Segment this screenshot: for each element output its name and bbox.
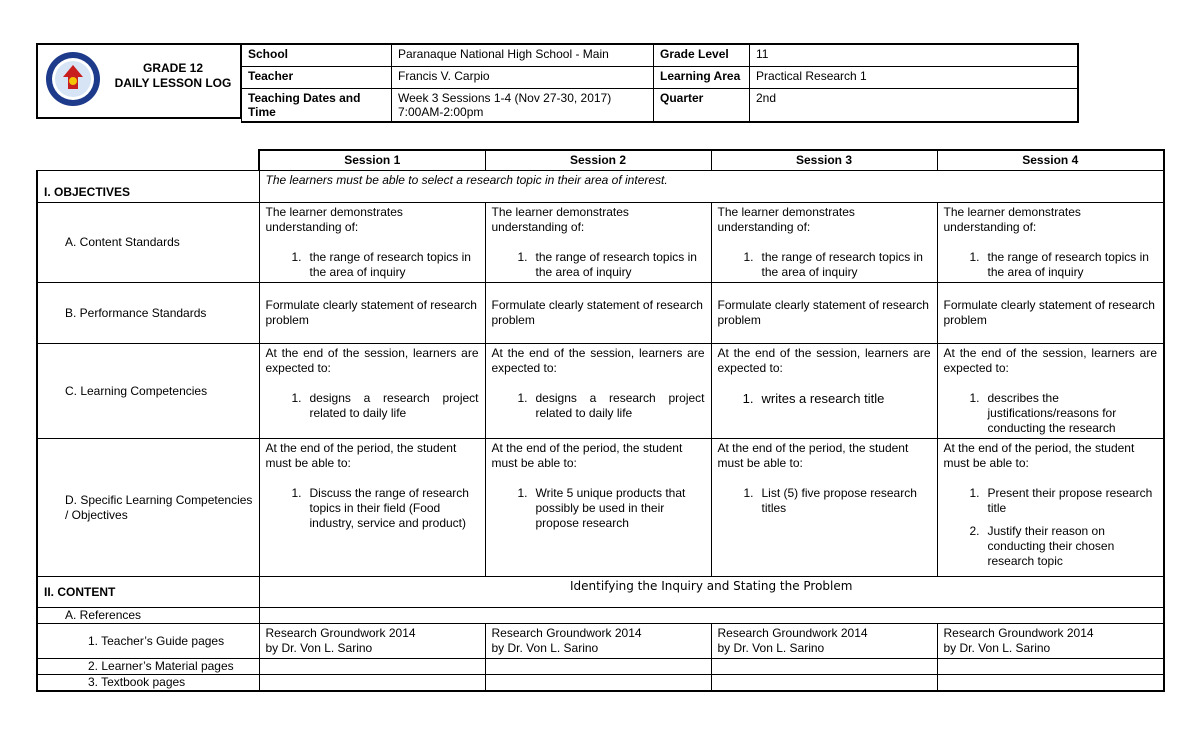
title-grade: GRADE 12 xyxy=(142,61,204,75)
teachers-guide-label: 1. Teacher’s Guide pages xyxy=(37,624,259,659)
specific-competencies-row xyxy=(37,439,1164,577)
blank-corner xyxy=(37,150,259,171)
content-standard-intro: The learner demonstrates understanding of: xyxy=(491,205,629,234)
performance-standards-label: B. Performance Standards xyxy=(37,283,259,344)
learners-material-s2 xyxy=(485,659,711,675)
learning-competency-s4 xyxy=(937,344,1164,439)
specific-competency-intro: At the end of the period, the student must be able to: xyxy=(491,441,683,470)
content-standard-s3 xyxy=(711,203,937,283)
learning-competency-s2 xyxy=(485,344,711,439)
list-number: 1. xyxy=(742,391,754,406)
session-2-header: Session 2 xyxy=(485,150,711,171)
teachers-guide-s3 xyxy=(711,624,937,659)
teachers-guide-title: Research Groundwork 2014 xyxy=(717,626,868,640)
performance-standard-s4: Formulate clearly statement of research problem xyxy=(937,283,1164,344)
teachers-guide-author: by Dr. Von L. Sarino xyxy=(717,641,825,655)
teachers-guide-author: by Dr. Von L. Sarino xyxy=(265,641,373,655)
objectives-row xyxy=(37,171,1164,203)
references-row xyxy=(37,608,1164,624)
content-standard-s2 xyxy=(485,203,711,283)
learning-competency-intro: At the end of the session, learners are expected to: xyxy=(491,346,705,375)
performance-standard-s2: Formulate clearly statement of research problem xyxy=(485,283,711,344)
textbook-s3 xyxy=(711,675,937,692)
learners-material-label: 2. Learner’s Material pages xyxy=(37,659,259,675)
school-value: Paranaque National High School - Main xyxy=(392,44,654,66)
objectives-note: The learners must be able to select a research topic in their area of interest. xyxy=(259,171,1164,203)
list-number: 1. xyxy=(517,250,528,264)
list-number: 1. xyxy=(969,486,980,500)
learning-competency-item: writes a research title xyxy=(761,391,885,406)
learning-competency-item: designs a research project related to daily life xyxy=(535,391,705,420)
list-number: 1. xyxy=(969,250,980,264)
teachers-guide-title: Research Groundwork 2014 xyxy=(491,626,642,640)
learning-area-value: Practical Research 1 xyxy=(750,66,1078,88)
learning-competency-intro: At the end of the session, learners are expected to: xyxy=(265,346,479,375)
specific-competency-item: Present their propose research title xyxy=(987,486,1153,515)
title-daily-lesson-log: DAILY LESSON LOG xyxy=(114,76,232,90)
lesson-log-table xyxy=(36,149,1165,692)
content-row xyxy=(37,577,1164,608)
learning-competency-intro: At the end of the session, learners are expected to: xyxy=(943,346,1157,375)
learning-competency-item: designs a research project related to daily life xyxy=(309,391,479,420)
specific-competency-item: Discuss the range of research topics in their field (Food industry, service and product) xyxy=(309,486,469,530)
quarter-value: 2nd xyxy=(750,88,1078,122)
learning-area-label: Learning Area xyxy=(654,66,750,88)
content-label: II. CONTENT xyxy=(37,577,259,608)
learners-material-row xyxy=(37,659,1164,675)
textbook-s4 xyxy=(937,675,1164,692)
objectives-label: I. OBJECTIVES xyxy=(37,171,259,203)
learners-material-s4 xyxy=(937,659,1164,675)
content-standard-item: the range of research topics in the area of inquiry xyxy=(535,250,697,279)
textbook-s2 xyxy=(485,675,711,692)
textbook-row xyxy=(37,675,1164,692)
content-standard-item: the range of research topics in the area of inquiry xyxy=(761,250,923,279)
teachers-guide-s1 xyxy=(259,624,485,659)
references-label: A. References xyxy=(37,608,259,624)
content-standard-intro: The learner demonstrates understanding of: xyxy=(717,205,855,234)
content-standard-intro: The learner demonstrates understanding of: xyxy=(265,205,403,234)
performance-standard-s3: Formulate clearly statement of research problem xyxy=(711,283,937,344)
content-standards-label: A. Content Standards xyxy=(37,203,259,283)
session-header-row xyxy=(37,150,1164,171)
session-3-header: Session 3 xyxy=(711,150,937,171)
list-number: 1. xyxy=(291,391,302,405)
session-1-header: Session 1 xyxy=(259,150,485,171)
list-number: 1. xyxy=(517,391,528,405)
specific-competency-s3 xyxy=(711,439,937,577)
dates-value: Week 3 Sessions 1-4 (Nov 27-30, 2017) 7:00AM-2:00pm xyxy=(392,88,654,122)
list-number: 1. xyxy=(743,250,754,264)
learning-competency-intro: At the end of the session, learners are expected to: xyxy=(717,346,931,375)
teachers-guide-title: Research Groundwork 2014 xyxy=(943,626,1094,640)
content-standard-intro: The learner demonstrates understanding of: xyxy=(943,205,1081,234)
content-standard-item: the range of research topics in the area of inquiry xyxy=(309,250,471,279)
specific-competency-intro: At the end of the period, the student must be able to: xyxy=(265,441,457,470)
dates-label: Teaching Dates and Time xyxy=(242,88,392,122)
learning-competency-s1 xyxy=(259,344,485,439)
performance-standard-s1: Formulate clearly statement of research problem xyxy=(259,283,485,344)
content-standard-item: the range of research topics in the area of inquiry xyxy=(987,250,1149,279)
textbook-label: 3. Textbook pages xyxy=(37,675,259,692)
specific-competency-item: Justify their reason on conducting their chosen research topic xyxy=(987,524,1115,568)
learning-competency-item: describes the justifications/reasons for conducting the research xyxy=(987,391,1117,435)
list-number: 1. xyxy=(517,486,528,500)
specific-competency-intro: At the end of the period, the student must be able to: xyxy=(943,441,1135,470)
specific-competency-item: List (5) five propose research titles xyxy=(761,486,917,515)
teachers-guide-title: Research Groundwork 2014 xyxy=(265,626,416,640)
session-4-header: Session 4 xyxy=(937,150,1164,171)
list-number: 1. xyxy=(291,250,302,264)
grade-level-value: 11 xyxy=(750,44,1078,66)
specific-competency-intro: At the end of the period, the student must be able to: xyxy=(717,441,909,470)
teachers-guide-row xyxy=(37,624,1164,659)
specific-competency-s1 xyxy=(259,439,485,577)
learning-competencies-label: C. Learning Competencies xyxy=(37,344,259,439)
specific-competencies-label: D. Specific Learning Competencies / Objectives xyxy=(37,439,259,577)
teacher-label: Teacher xyxy=(242,66,392,88)
teachers-guide-s4 xyxy=(937,624,1164,659)
deped-seal-icon xyxy=(45,51,101,107)
list-number: 1. xyxy=(743,486,754,500)
teachers-guide-s2 xyxy=(485,624,711,659)
specific-competency-s4 xyxy=(937,439,1164,577)
header-info-table xyxy=(241,43,1079,123)
performance-standards-row xyxy=(37,283,1164,344)
content-title: Identifying the Inquiry and Stating the Problem xyxy=(259,577,1164,608)
specific-competency-item: Write 5 unique products that possibly be used in their propose research xyxy=(535,486,686,530)
specific-competency-s2 xyxy=(485,439,711,577)
content-standards-row xyxy=(37,203,1164,283)
list-number: 1. xyxy=(291,486,302,500)
list-number: 2. xyxy=(969,524,980,538)
content-standard-s4 xyxy=(937,203,1164,283)
school-label: School xyxy=(242,44,392,66)
learners-material-s3 xyxy=(711,659,937,675)
learning-competencies-row xyxy=(37,344,1164,439)
learners-material-s1 xyxy=(259,659,485,675)
textbook-s1 xyxy=(259,675,485,692)
list-number: 1. xyxy=(969,391,980,405)
quarter-label: Quarter xyxy=(654,88,750,122)
teachers-guide-author: by Dr. Von L. Sarino xyxy=(491,641,599,655)
teacher-value: Francis V. Carpio xyxy=(392,66,654,88)
learning-competency-s3 xyxy=(711,344,937,439)
grade-level-label: Grade Level xyxy=(654,44,750,66)
references-blank xyxy=(259,608,1164,624)
content-standard-s1 xyxy=(259,203,485,283)
teachers-guide-author: by Dr. Von L. Sarino xyxy=(943,641,1051,655)
